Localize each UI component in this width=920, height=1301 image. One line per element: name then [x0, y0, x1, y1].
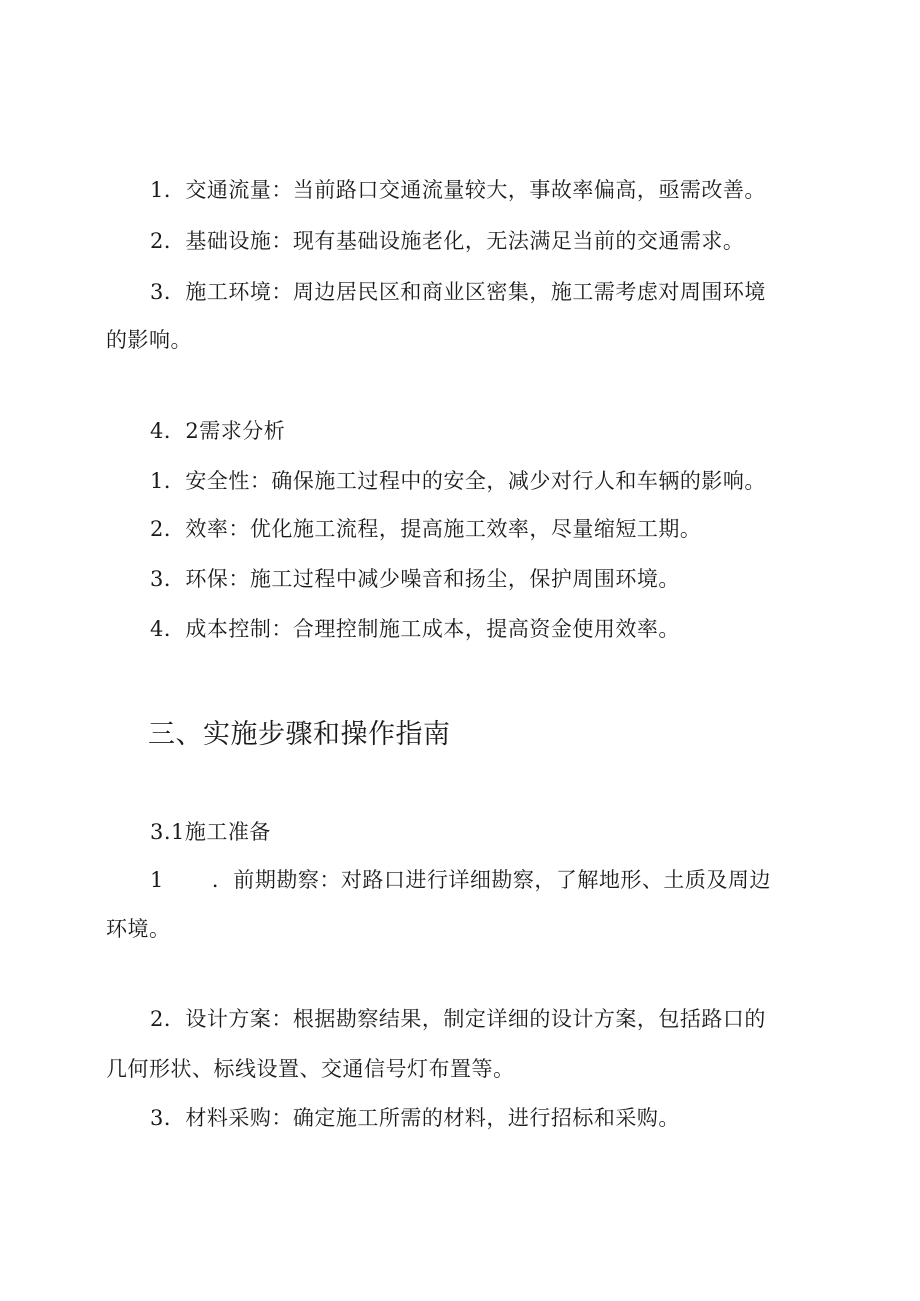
list-item-cost-control: 4．成本控制：合理控制施工成本，提高资金使用效率。 [150, 617, 680, 641]
list-item-survey [150, 866, 771, 894]
list-item-survey-text: ．前期勘察：对路口进行详细勘察，了解地形、土质及周边 [211, 868, 771, 892]
section-title-needs-analysis: 4．2需求分析 [150, 419, 286, 443]
list-item-environment: 3．环保：施工过程中减少噪音和扬尘，保护周围环境。 [150, 567, 680, 591]
list-item-design: 2．设计方案：根据勘察结果，制定详细的设计方案，包括路口的 [150, 1007, 766, 1031]
list-item-construction-env-cont: 的影响。 [106, 328, 192, 352]
section-title-preparation: 3.1施工准备 [150, 820, 271, 844]
list-item-survey-cont: 环境。 [106, 917, 171, 941]
list-item-infrastructure: 2．基础设施：现有基础设施老化，无法满足当前的交通需求。 [150, 229, 745, 253]
list-item-survey-number: 1 [150, 868, 164, 892]
list-item-efficiency: 2．效率：优化施工流程，提高施工效率，尽量缩短工期。 [150, 517, 702, 541]
list-item-design-cont: 几何形状、标线设置、交通信号灯布置等。 [106, 1057, 515, 1081]
list-item-materials: 3．材料采购：确定施工所需的材料，进行招标和采购。 [150, 1106, 680, 1130]
chapter-heading: 三、实施步骤和操作指南 [148, 719, 451, 750]
list-item-traffic-flow: 1．交通流量：当前路口交通流量较大，事故率偏高，亟需改善。 [150, 178, 766, 202]
list-item-safety: 1．安全性：确保施工过程中的安全，减少对行人和车辆的影响。 [150, 469, 766, 493]
list-item-construction-env: 3．施工环境：周边居民区和商业区密集，施工需考虑对周围环境 [150, 280, 766, 304]
